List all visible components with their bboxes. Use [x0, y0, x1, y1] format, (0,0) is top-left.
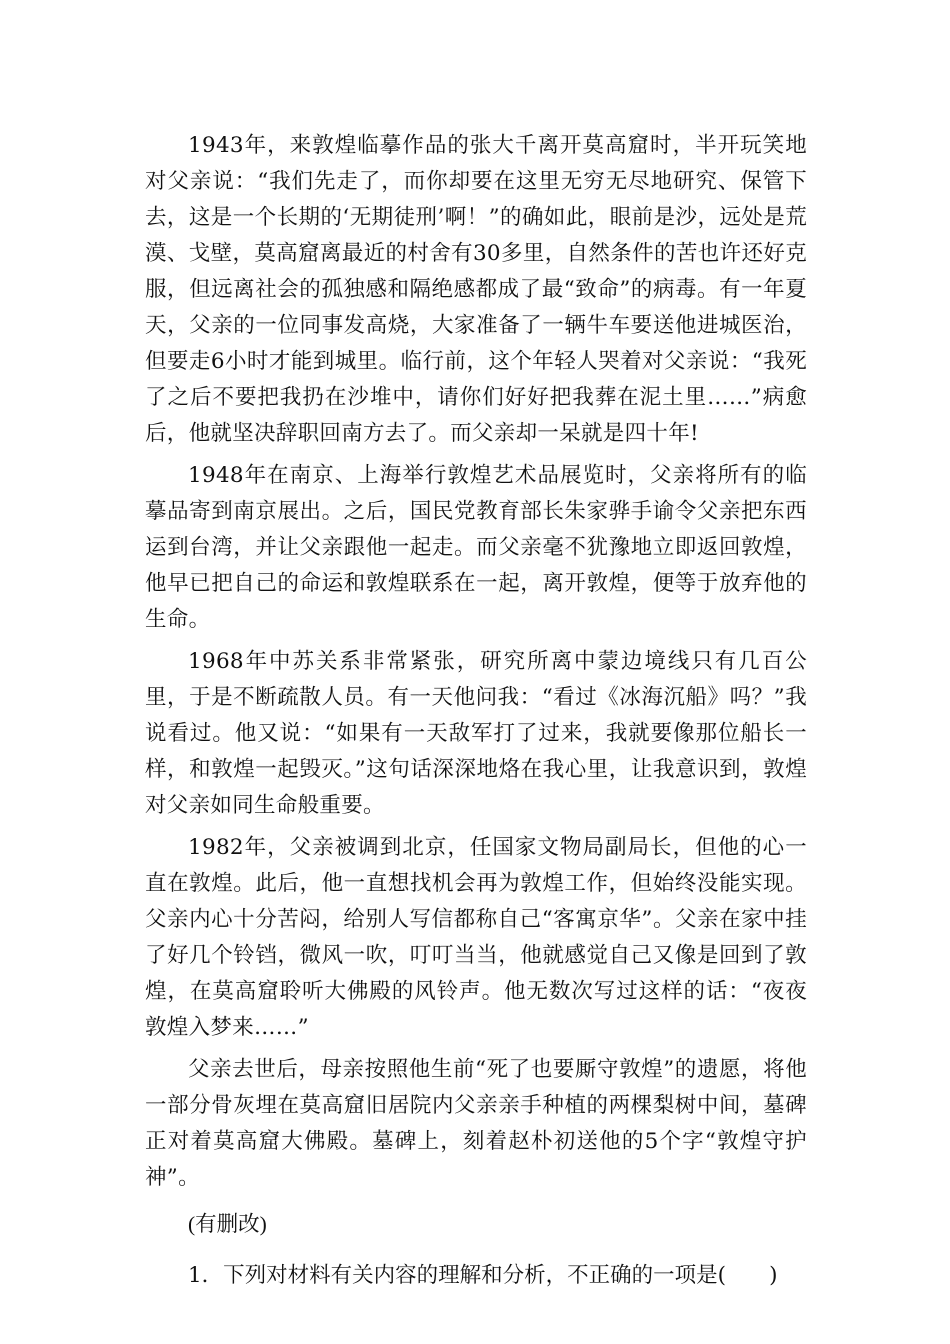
paragraph-after-death: 父亲去世后，母亲按照他生前“死了也要厮守敦煌”的遗愿，将他一部分骨灰埋在莫高窟旧居院内父亲亲手种植的两棵梨树中间，墓碑正对着莫高窟大佛殿。墓碑上，刻着赵朴初送他的5个字“敦煌守护神”。 — [145, 1057, 807, 1190]
question-1: 1．下列对材料有关内容的理解和分析，不正确的一项是( ) — [188, 1263, 778, 1288]
paragraph-1982: 1982年，父亲被调到北京，任国家文物局副局长，但他的心一直在敦煌。此后，他一直想找机会再为敦煌工作，但始终没能实现。父亲内心十分苦闷，给别人写信都称自己“客寓京华”。父亲在家中挂了好几个铃铛，微风一吹，叮叮当当，他就感觉自己又像是回到了敦煌，在莫高窟聆听大佛殿的风铃声。他无数次写过这样的话：“夜夜敦煌入梦来……” — [145, 835, 807, 1040]
paragraph-1943: 1943年，来敦煌临摹作品的张大千离开莫高窟时，半开玩笑地对父亲说：“我们先走了，而你却要在这里无穷无尽地研究、保管下去，这是一个长期的‘无期徒刑’啊！”的确如此，眼前是沙，远处是荒漠、戈壁，莫高窟离最近的村舍有30多里，自然条件的苦也许还好克服，但远离社会的孤独感和隔绝感都成了最“致命”的病毒。有一年夏天，父亲的一位同事发高烧，大家准备了一辆牛车要送他进城医治，但要走6小时才能到城里。临行前，这个年轻人哭着对父亲说：“我死了之后不要把我扔在沙堆中，请你们好好把我葬在泥土里……”病愈后，他就坚决辞职回南方去了。而父亲却一呆就是四十年! — [145, 133, 807, 446]
source-note: (有删改) — [188, 1212, 267, 1236]
paragraph-1968: 1968年中苏关系非常紧张，研究所离中蒙边境线只有几百公里，于是不断疏散人员。有一天他问我：“看过《冰海沉船》吗？”我说看过。他又说：“如果有一天敌军打了过来，我就要像那位船长一样，和敦煌一起毁灭。”这句话深深地烙在我心里，让我意识到，敦煌对父亲如同生命般重要。 — [145, 649, 807, 818]
paragraph-1948: 1948年在南京、上海举行敦煌艺术品展览时，父亲将所有的临摹品寄到南京展出。之后，国民党教育部长朱家骅手谕令父亲把东西运到台湾，并让父亲跟他一起走。而父亲毫不犹豫地立即返回敦煌，他早已把自己的命运和敦煌联系在一起，离开敦煌，便等于放弃他的生命。 — [145, 463, 807, 632]
document-page — [145, 128, 807, 1300]
